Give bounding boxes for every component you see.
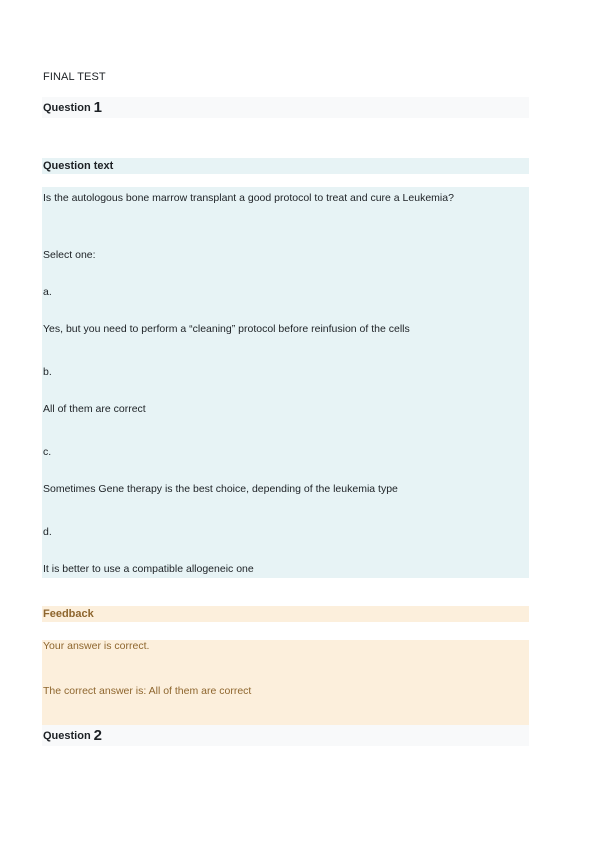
- option-d-letter[interactable]: d.: [43, 526, 52, 538]
- question-body: [42, 187, 529, 578]
- question-text: Is the autologous bone marrow transplant a good protocol to treat and cure a Leukemia?: [43, 192, 454, 204]
- question-number: 1: [93, 99, 103, 116]
- question-number: 2: [93, 727, 103, 744]
- question-label: Question: [43, 101, 91, 114]
- option-b-letter[interactable]: b.: [43, 366, 52, 378]
- question-text-header: Question text: [42, 158, 529, 174]
- option-a-text[interactable]: Yes, but you need to perform a “cleaning” protocol before reinfusion of the cells: [43, 323, 410, 335]
- feedback-correct-answer: The correct answer is: All of them are correct: [43, 685, 252, 697]
- feedback-body: [42, 640, 529, 725]
- question-2-header: [42, 725, 529, 746]
- option-c-text[interactable]: Sometimes Gene therapy is the best choice, depending of the leukemia type: [43, 483, 398, 495]
- option-c-letter[interactable]: c.: [43, 446, 52, 458]
- option-d-text[interactable]: It is better to use a compatible allogeneic one: [43, 563, 254, 575]
- question-1-header: [42, 97, 529, 118]
- page-title: FINAL TEST: [43, 71, 106, 83]
- feedback-header: Feedback: [42, 606, 529, 622]
- select-prompt: Select one:: [43, 249, 96, 261]
- option-b-text[interactable]: All of them are correct: [43, 403, 146, 415]
- feedback-result: Your answer is correct.: [43, 640, 150, 652]
- option-a-letter[interactable]: a.: [43, 286, 52, 298]
- question-label: Question: [43, 729, 91, 742]
